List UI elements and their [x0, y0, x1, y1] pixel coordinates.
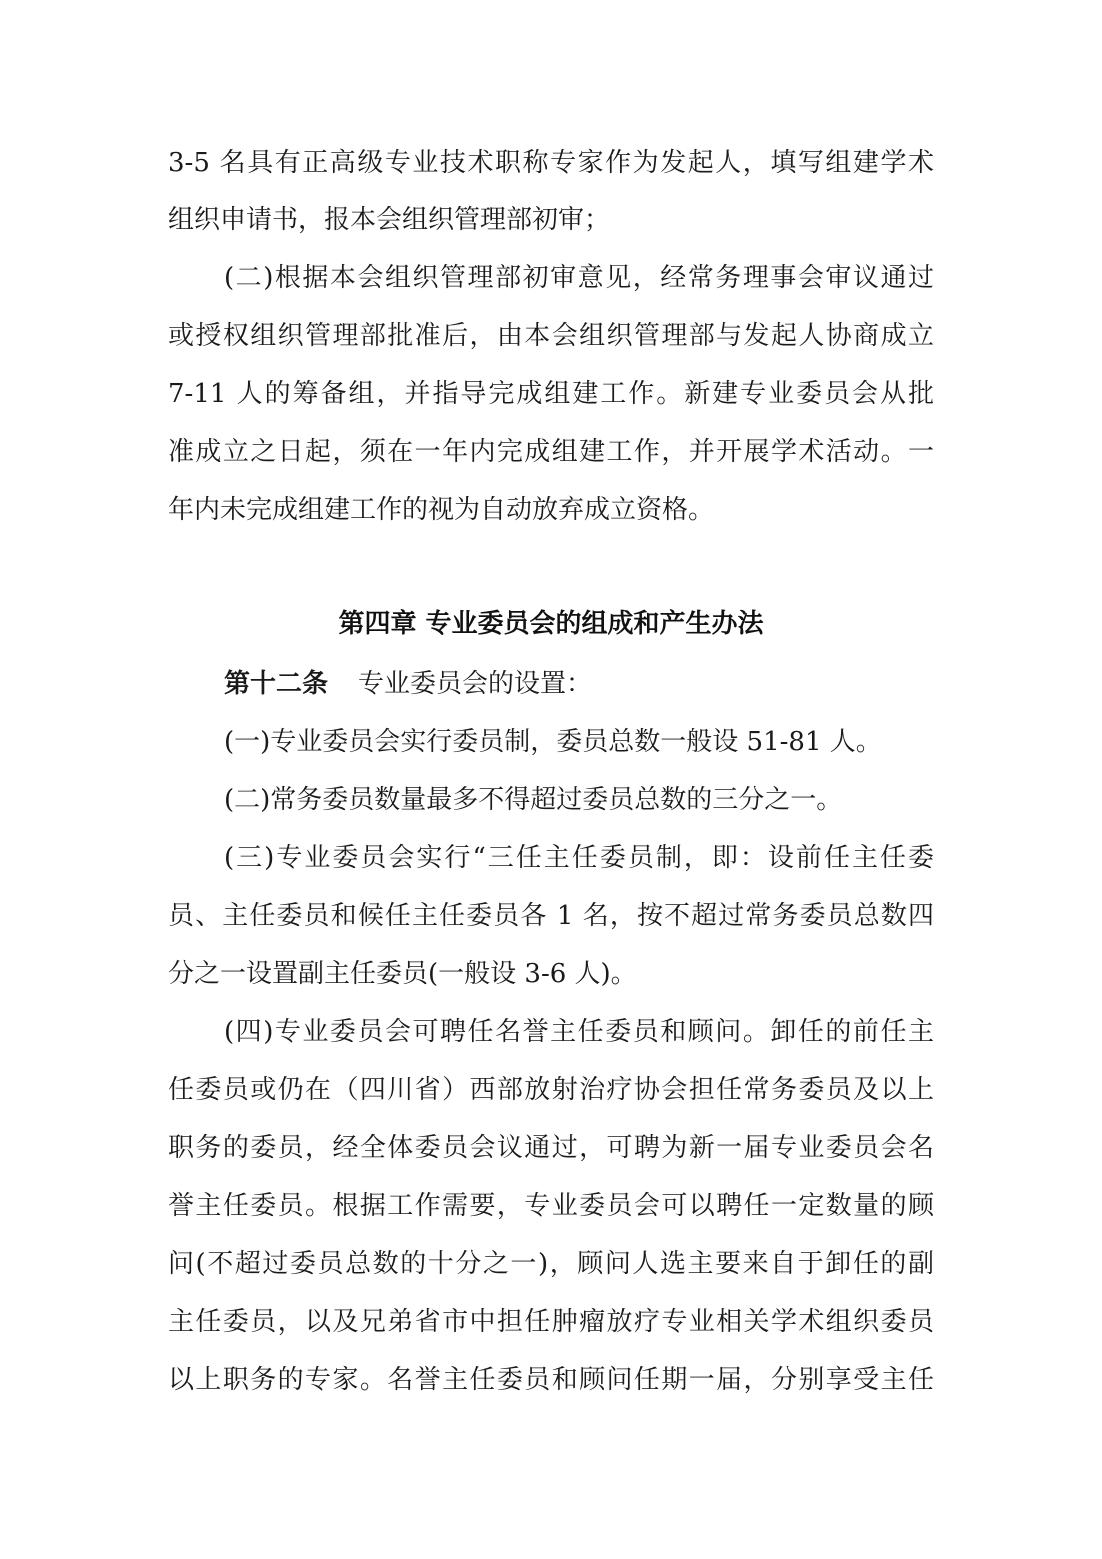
- list-item: (四)专业委员会可聘任名誉主任委员和顾问。卸任的前任主: [224, 1017, 934, 1047]
- paragraph-line: 主任委员，以及兄弟省市中担任肿瘤放疗专业相关学术组织委员: [168, 1307, 934, 1337]
- article-heading: [224, 664, 934, 704]
- paragraph-line: 分之一设置副主任委员(一般设 3-6 人)。: [168, 959, 637, 989]
- paragraph-line: 或授权组织管理部批准后，由本会组织管理部与发起人协商成立: [168, 321, 934, 351]
- article-number: 第十二条: [224, 669, 329, 699]
- paragraph-line: 问(不超过委员总数的十分之一)，顾问人选主要来自于卸任的副: [168, 1249, 934, 1279]
- chapter-title: 第四章 专业委员会的组成和产生办法: [338, 609, 764, 639]
- paragraph-line: 准成立之日起，须在一年内完成组建工作，并开展学术活动。一: [168, 437, 934, 467]
- paragraph-line: 誉主任委员。根据工作需要，专业委员会可以聘任一定数量的顾: [168, 1191, 934, 1221]
- article-text: 专业委员会的设置：: [358, 669, 593, 699]
- paragraph-line: (二)根据本会组织管理部初审意见，经常务理事会审议通过: [224, 263, 934, 293]
- list-item: (二)常务委员数量最多不得超过委员总数的三分之一。: [224, 785, 843, 815]
- paragraph-line: 年内未完成组建工作的视为自动放弃成立资格。: [168, 495, 715, 525]
- paragraph-line: 员、主任委员和候任主任委员各 1 名，按不超过常务委员总数四: [168, 901, 934, 931]
- paragraph-line: 以上职务的专家。名誉主任委员和顾问任期一届，分别享受主任: [168, 1365, 934, 1395]
- paragraph-line: 任委员或仍在（四川省）西部放射治疗协会担任常务委员及以上: [168, 1075, 934, 1105]
- paragraph-line: 3-5 名具有正高级专业技术职称专家作为发起人，填写组建学术: [168, 148, 934, 178]
- paragraph-line: 职务的委员，经全体委员会议通过，可聘为新一届专业委员会名: [168, 1133, 934, 1163]
- list-item: (三)专业委员会实行“三任主任委员制，即：设前任主任委: [224, 843, 934, 873]
- list-item: (一)专业委员会实行委员制，委员总数一般设 51-81 人。: [224, 727, 882, 757]
- paragraph-line: 7-11 人的筹备组，并指导完成组建工作。新建专业委员会从批: [168, 379, 934, 409]
- paragraph-line: 组织申请书，报本会组织管理部初审；: [168, 205, 611, 235]
